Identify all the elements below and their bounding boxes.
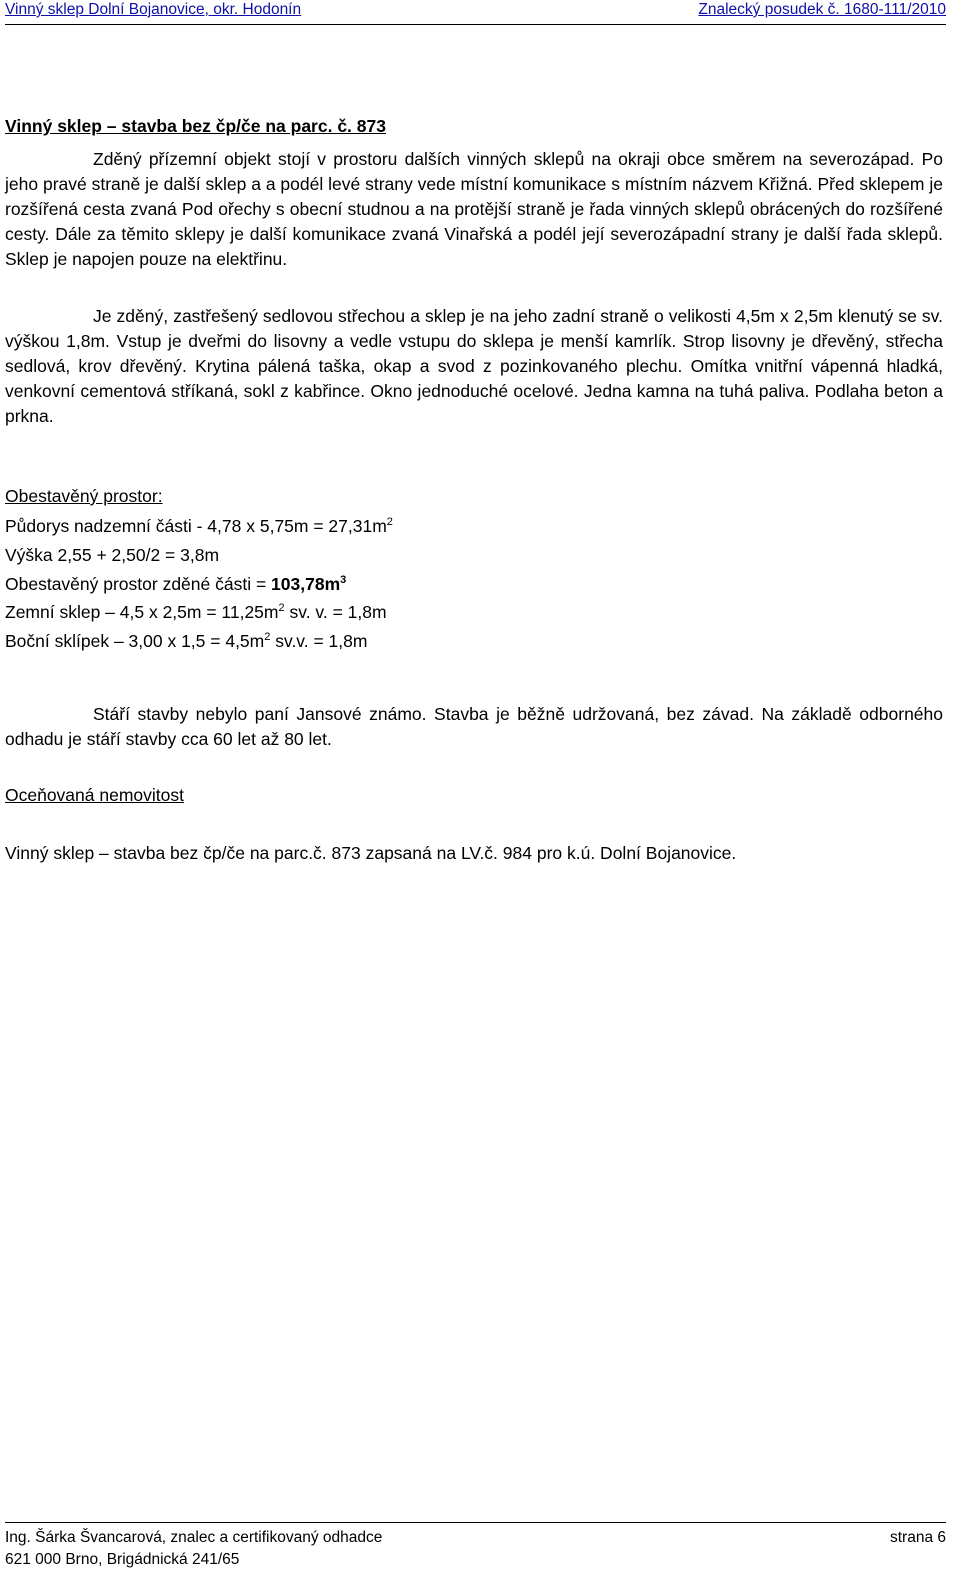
description-paragraph-construction: Je zděný, zastřešený sedlovou střechou a sklep je na jeho zadní straně o velikosti 4,5m x 2,5m klenutý se sv. výškou 1,8m. Vstup je dveřmi do lisovny a vedle vstupu do sklepa je menší kamrlík. Strop lisovny je dřevěný, střecha sedlová, krov dřevěný. Krytina pálená taška, okap a svod z pozinkovaného plechu. Omítka vnitřní vápenná hladká, venkovní cementová stříkaná, sokl z kabřince. Okno jednoduché ocelové. Jedna kamna na tuhá paliva. Podlaha beton a prkna. xyxy=(5,306,943,426)
built-space-ground-cellar: Zemní sklep – 4,5 x $2,5m = 11,25m^2$ sv. v. = 1,8m xyxy=(5,602,387,622)
description-paragraph-location: Zděný přízemní objekt stojí v prostoru dalších vinných sklepů na okraji obce směrem na severozápad. Po jeho pravé straně je další sklep a a podél levé strany vede místní komunikace s místním názvem Křižná. Před sklepem je rozšířená cesta zvaná Pod ořechy s obecní studnou a na protější straně je řada vinných sklepů obrácených do rozšířené cesty. Dále za těmito sklepy je další komunikace zvaná Vinařská a podél její severozápadní strany je další řada sklepů. Sklep je napojen pouze na elektřinu. xyxy=(5,149,943,269)
built-space-heading-text: Obestavěný prostor: xyxy=(5,486,163,506)
valued-property-text: Vinný sklep – stavba bez čp/če na parc.č. 873 zapsaná na LV.č. 984 pro k.ú. Dolní Bojanovice. xyxy=(5,843,737,863)
built-space-heading xyxy=(5,486,163,507)
built-space-volume: Obestavěný prostor zděné části = $103,78m^3$ xyxy=(5,574,347,594)
page-header xyxy=(5,0,946,25)
page-footer xyxy=(5,1522,946,1571)
header-document-location: Vinný sklep Dolní Bojanovice, okr. Hodonín xyxy=(5,1,302,18)
age-paragraph: Stáří stavby nebylo paní Jansové známo. Stavba je běžně udržovaná, bez závad. Na základě odborného odhadu je stáří stavby cca 60 let až 80 let. xyxy=(5,704,943,749)
header-report-number: Znalecký posudek č. 1680-111/2010 xyxy=(698,1,946,18)
built-space-side-cellar: Boční sklípek – 3,00 x $1,5 = 4,5m^2$ sv.v. = 1,8m xyxy=(5,631,368,651)
built-space-floor-plan: Půdorys nadzemní části - 4,78 x $5,75m = 27,31m^2$ xyxy=(5,516,393,536)
footer-address: 621 000 Brno, Brigádnická 241/65 xyxy=(5,1551,240,1568)
footer-page-number: strana 6 xyxy=(889,1529,946,1546)
valued-property-heading: Oceňovaná nemovitost xyxy=(5,785,184,805)
built-space-height: Výška 2,55 + 2,50/2 = 3,8m xyxy=(5,545,220,565)
footer-author: Ing. Šárka Švancarová, znalec a certifikovaný odhadce xyxy=(5,1529,383,1546)
section-title: Vinný sklep – stavba bez čp/če na parc. č. 873 xyxy=(5,116,386,136)
